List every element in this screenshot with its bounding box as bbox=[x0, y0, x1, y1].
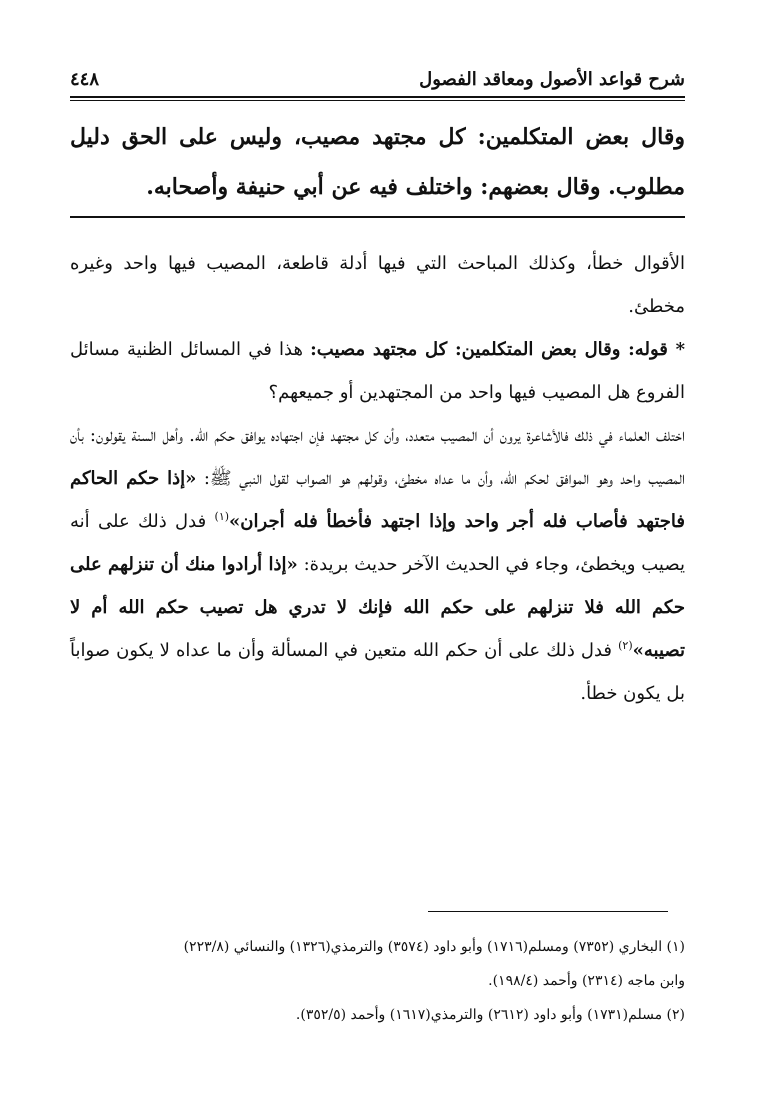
paragraph-3 bbox=[70, 414, 685, 715]
book-title: شرح قواعد الأصول ومعاقد الفصول bbox=[419, 69, 685, 90]
page-number: ٤٤٨ bbox=[70, 69, 100, 90]
paragraph-3-text-c: فدل ذلك على أن حكم الله متعين في المسألة وأن ما عداه لا يكون صواباً بل يكون خطأ. bbox=[70, 640, 685, 704]
commentary-body bbox=[70, 242, 685, 715]
paragraph-3-text-a: اختلف العلماء في ذلك فالأشاعرة يرون أن المصيب متعدد، وأن كل مجتهد فإن اجتهاده يوافق حكم الله. وأهل السنة يقولون: بأن المصيب واحد وهو الموافق لحكم الله، وأن ما عداه مخطئ، وقولهم هو الصواب لقول النبي ﷺ: bbox=[70, 425, 685, 489]
paragraph-1: الأقوال خطأ، وكذلك المباحث التي فيها أدلة قاطعة، المصيب فيها واحد وغيره مخطئ. bbox=[70, 253, 685, 317]
hadith-quote-1: «إذا حكم الحاكم فاجتهد فأصاب فله أجر واحد وإذا اجتهد فأخطأ فله أجران» bbox=[70, 468, 685, 532]
matn-text: وقال بعض المتكلمين: كل مجتهد مصيب، وليس على الحق دليل مطلوب. وقال بعضهم: واختلف فيه عن أبي حنيفة وأصحابه. bbox=[70, 124, 685, 200]
footnote-1-line-2: وابن ماجه (٢٣١٤) وأحمد (١٩٨/٤). bbox=[488, 973, 685, 989]
page-header bbox=[70, 54, 685, 90]
footnote-ref-2: (٢) bbox=[618, 639, 633, 652]
paragraph-2-text: هذا في المسائل الظنية مسائل الفروع هل المصيب فيها واحد من المجتهدين أو جميعهم؟ bbox=[70, 339, 685, 403]
matn-text-block bbox=[70, 112, 685, 212]
footnotes bbox=[70, 930, 685, 1032]
footnote-2: (٢) مسلم(١٧٣١) وأبو داود (٢٦١٢) والترمذي(١٦١٧) وأحمد (٣٥٢/٥). bbox=[295, 1007, 685, 1023]
footnote-1-line-1: (١) البخاري (٧٣٥٢) ومسلم(١٧١٦) وأبو داود (٣٥٧٤) والترمذي(١٣٢٦) والنسائي (٢٢٣/٨) bbox=[183, 939, 685, 955]
paragraph-2 bbox=[70, 328, 685, 414]
header-rule-thin bbox=[70, 100, 685, 101]
quoted-matn: * قوله: وقال بعض المتكلمين: كل مجتهد مصيب: bbox=[310, 339, 685, 360]
hadith-quote-2: «إذا أرادوا منك أن تنزلهم على حكم الله فلا تنزلهم على حكم الله فإنك لا تدري هل تصيب حكم الله أم لا تصيبه» bbox=[70, 554, 685, 661]
footnote-ref-1: (١) bbox=[214, 510, 230, 523]
paragraph-3-text-b: فدل ذلك على أنه يصيب ويخطئ، وجاء في الحديث الآخر حديث بريدة: bbox=[70, 511, 685, 575]
footnote-divider bbox=[428, 911, 668, 912]
header-rule bbox=[70, 96, 685, 98]
matn-divider bbox=[70, 216, 685, 218]
